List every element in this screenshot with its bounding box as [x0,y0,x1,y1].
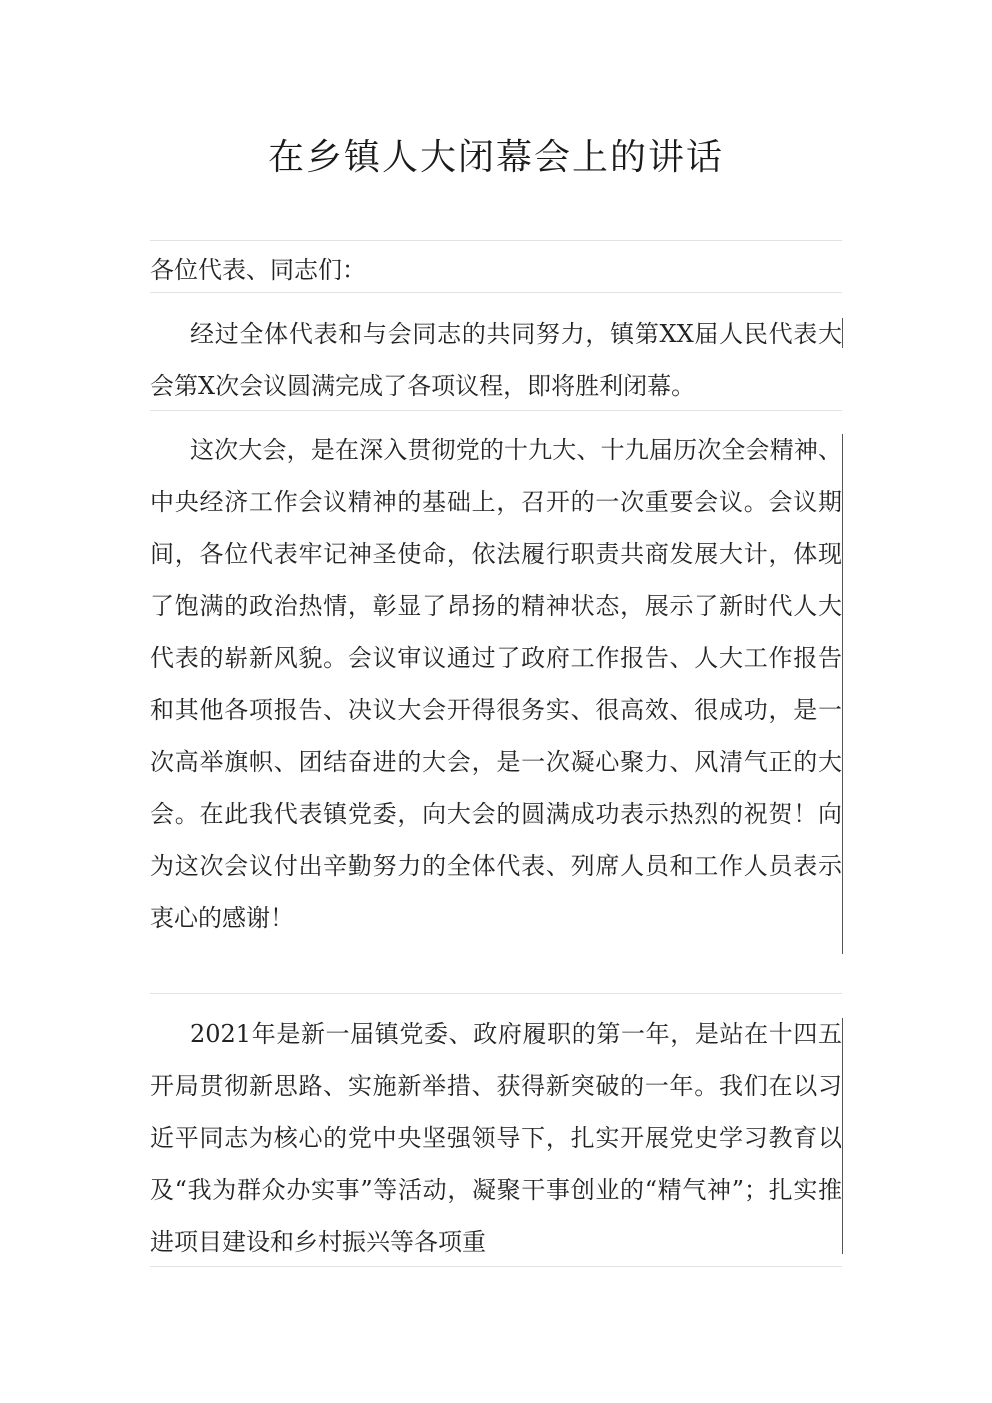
paragraph-2-rule [150,993,842,994]
paragraph-3-rule [150,1266,842,1267]
paragraph-1-rule [150,410,842,411]
page-title: 在乡镇人大闭幕会上的讲话 [267,137,724,178]
salutation-bottom-rule [150,292,842,293]
salutation: 各位代表、同志们： [150,256,366,284]
paragraph-1-edge-marker [842,318,843,348]
salutation-top-rule [150,240,842,241]
paragraph-2-edge-marker [842,434,843,954]
paragraph-3: 2021年是新一届镇党委、政府履职的第一年，是站在十四五开局贯彻新思路、实施新举措、获得新突破的一年。我们在以习近平同志为核心的党中央坚强领导下，扎实开展党史学习教育以及“我为群众办实事”等活动，凝聚干事创业的“精气神”；扎实推进项目建设和乡村振兴等各项重 [150,1020,842,1256]
paragraph-2: 这次大会，是在深入贯彻党的十九大、十九届历次全会精神、中央经济工作会议精神的基础上，召开的一次重要会议。会议期间，各位代表牢记神圣使命，依法履行职责共商发展大计，体现了饱满的政治热情，彰显了昂扬的精神状态，展示了新时代人大代表的崭新风貌。会议审议通过了政府工作报告、人大工作报告和其他各项报告、决议大会开得很务实、很高效、很成功，是一次高举旗帜、团结奋进的大会，是一次凝心聚力、风清气正的大会。在此我代表镇党委，向大会的圆满成功表示热烈的祝贺！向为这次会议付出辛勤努力的全体代表、列席人员和工作人员表示衷心的感谢！ [150,436,842,932]
paragraph-1: 经过全体代表和与会同志的共同努力，镇第XX届人民代表大会第X次会议圆满完成了各项议程，即将胜利闭幕。 [150,320,842,400]
paragraph-3-edge-marker [842,1018,843,1254]
